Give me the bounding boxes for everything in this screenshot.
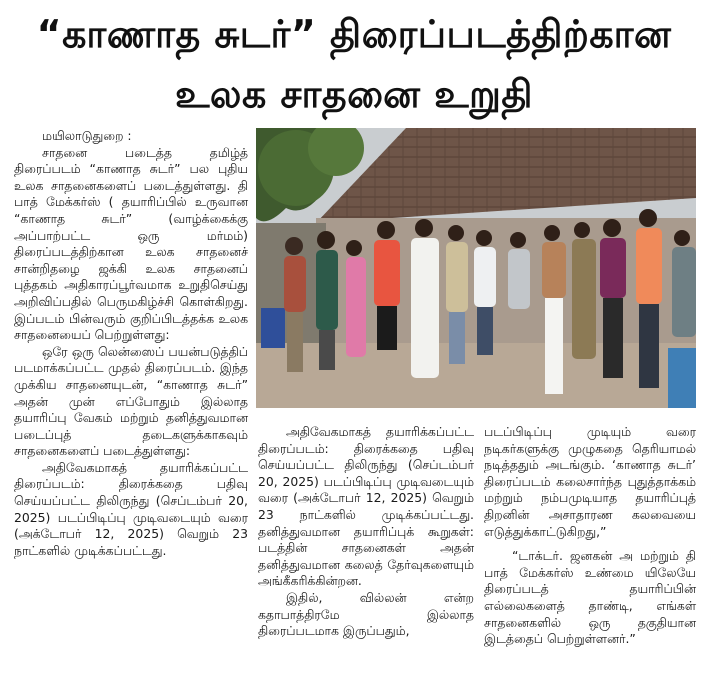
article-column-right	[484, 424, 696, 648]
news-photo	[256, 128, 696, 408]
article-column-left	[14, 128, 248, 559]
left-paragraph-2: ஒரே ஒரு லென்ஸைப் பயன்படுத்திப் படமாக்கப்பட்ட முதல் திரைப்படம். இந்த முக்கிய சாதனையுடன், “காணாத சுடர்” அதன் முன் எப்போதும் இல்லாத தயாரிப்பு வேகம் மற்றும் தனித்துவமான படைப்புத் தடைகளுக்காகவும் சாதனைகளைப் படைத்துள்ளது:	[14, 343, 248, 459]
headline-line-2: உலக சாதனை உறுதி	[174, 72, 534, 116]
headline-line-1: “காணாத சுடர்” திரைப்படத்திற்கான	[36, 12, 672, 56]
middle-paragraph-1: அதிவேகமாகத் தயாரிக்கப்பட்ட திரைப்படம்: திரைக்கதை பதிவு செய்யப்பட்ட திலிருந்து (செப்டம்பர் 20, 2025) படப்பிடிப்பு முடிவடையும் வரை (அக்டோபர் 12, 2025) வெறும் 23 நாட்களில் முடிக்கப்பட்டது. தனித்துவமான தயாரிப்புக் கூறுகள்: படத்தின் சாதனைகள் அதன் தனித்துவமான கலைத் தேர்வுகளையும் அங்கீகரிக்கின்றன.	[258, 424, 474, 589]
right-paragraph-2: “டாக்டர். ஜனகன் அ மற்றும் தி பாத் மேக்கர்ஸ் உண்மை யிலேயே திரைப்படத் தயாரிப்பின் எல்லைகளைத் தாண்டி, எங்கள் சாதனைகளில் ஒரு தகுதியான இடத்தைப் பெற்றுள்ளனர்.”	[484, 548, 696, 647]
dateline: மயிலாடுதுறை :	[42, 128, 132, 143]
article-column-middle	[258, 424, 474, 640]
left-paragraph-3: அதிவேகமாகத் தயாரிக்கப்பட்ட திரைப்படம்: திரைக்கதை பதிவு செய்யப்பட்ட திலிருந்து (செப்டம்பர் 20, 2025) படப்பிடிப்பு முடிவடையும் வரை (அக்டோபர் 12, 2025) வெறும் 23 நாட்களில் முடிக்கப்பட்டது.	[14, 459, 248, 558]
middle-paragraph-2: இதில், வில்லன் என்ற கதாபாத்திரமே இல்லாத திரைப்படமாக இருப்பதும்,	[258, 589, 474, 639]
right-paragraph-1: படப்பிடிப்பு முடியும் வரை நடிகர்களுக்கு முழுகதை தெரியாமல் நடித்ததும் அடங்கும். ‘காணாத சுடர்’ திரைப்படம் கலைசார்ந்த புதுத்தாக்கம் மற்றும் நம்பமுடியாத தயாரிப்புத் திறனின் அசாதாரண கலவையை எடுத்துக்காட்டுகிறது,”	[484, 424, 696, 539]
left-paragraph-1: சாதனை படைத்த தமிழ்த் திரைப்படம் “காணாத சுடர்” பல புதிய உலக சாதனைகளைப் படைத்துள்ளது. தி பாத் மேக்கர்ஸ் ( தயாரிப்பில் உருவான “காணாத சுடர்” (வாழ்க்கைக்கு அப்பாற்பட்ட ஒரு மர்மம்) திரைப்படத்திற்கான உலக சாதனைச் சான்றிதழை ஜக்கி உலக சாதனைப் புத்தகம் அதிகாரப்பூர்வமாக உறுதிசெய்து அறிவிப்பதில் பெருமகிழ்ச்சி கொள்கிறது. இப்படம் பின்வரும் குறிப்பிடத்தக்க உலக சாதனையைப் பெற்றுள்ளது:	[14, 144, 248, 343]
